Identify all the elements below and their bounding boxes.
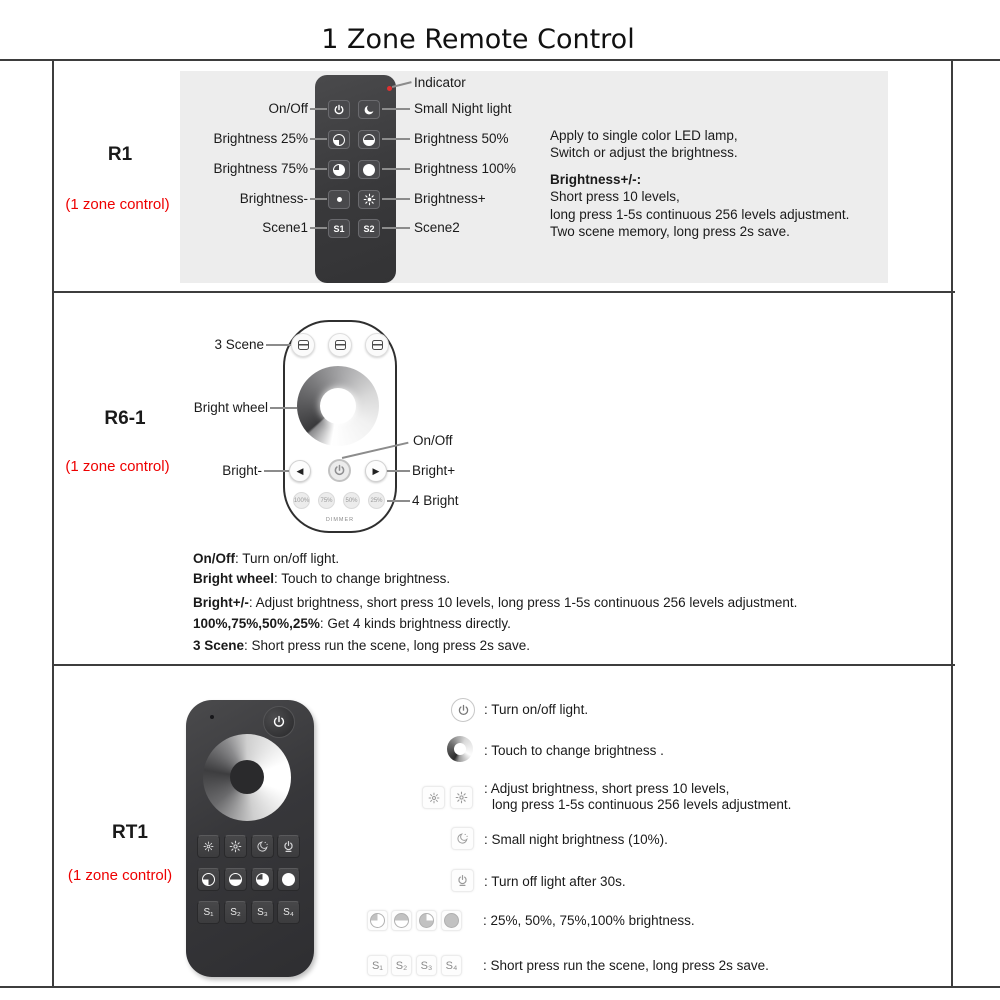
legend-wheel-icon — [447, 736, 473, 762]
callout-line — [310, 227, 327, 229]
callout-brightness-75: Brightness 75% — [213, 161, 308, 176]
legend-text: : Turn off light after 30s. — [484, 874, 626, 889]
legend-pie-100-icon — [441, 910, 462, 931]
rt1-scene1-button — [197, 901, 220, 924]
r61-25-button — [368, 492, 385, 509]
r61-note — [193, 595, 797, 610]
night-icon — [456, 832, 469, 845]
r1-scene2-button — [358, 219, 380, 238]
section-divider-2 — [52, 664, 955, 666]
note-lead: 100%,75%,50%,25% — [193, 616, 320, 631]
callout-line — [266, 344, 291, 346]
callout-brightness-100: Brightness 100% — [414, 161, 517, 176]
rt1-touch-wheel — [203, 734, 291, 821]
scene2-label: S2 — [363, 223, 375, 234]
note-text: : Touch to change brightness. — [274, 571, 451, 586]
pie-75-icon — [419, 913, 434, 928]
note-lead: Bright+/- — [193, 595, 249, 610]
callout-brightness-50: Brightness 50% — [414, 131, 509, 146]
callout-line — [310, 138, 327, 140]
legend-scene1-icon — [367, 955, 388, 976]
callout-line — [382, 227, 410, 229]
zone-label-r61: (1 zone control) — [65, 458, 170, 475]
scene-label: S₁ — [371, 959, 384, 972]
save-scene-icon — [335, 340, 346, 350]
r1-desc-line: long press 1-5s continuous 256 levels adjustment. — [550, 207, 850, 222]
note-text: : Adjust brightness, short press 10 levels, long press 1-5s continuous 256 levels adjustment. — [248, 595, 798, 610]
rt1-dim-button — [197, 835, 220, 858]
scene-label: S₁ — [203, 907, 214, 918]
wheel-center — [320, 388, 356, 424]
legend-text: : Adjust brightness, short press 10 levels, — [484, 781, 730, 796]
power-timer-icon — [456, 874, 469, 887]
r61-bright-minus-button — [289, 460, 311, 482]
r61-50-button — [343, 492, 360, 509]
callout-line — [387, 470, 410, 472]
scene-label: S₂ — [395, 959, 408, 972]
power-timer-icon — [282, 840, 295, 853]
legend-text: long press 1-5s continuous 256 levels adjustment. — [492, 797, 792, 812]
page-title: 1 Zone Remote Control — [321, 24, 635, 55]
night-icon — [256, 840, 269, 853]
section-divider-1 — [52, 291, 955, 293]
model-name-rt1: RT1 — [112, 822, 148, 843]
rt1-scene3-button — [251, 901, 274, 924]
pct-label: 25% — [370, 497, 383, 504]
pie-100-icon — [282, 873, 295, 886]
r1-desc-line: Short press 10 levels, — [550, 189, 680, 204]
pie-50-icon — [394, 913, 409, 928]
r61-note — [193, 638, 530, 653]
callout-scene1: Scene1 — [262, 220, 308, 235]
note-text: : Turn on/off light. — [235, 551, 340, 566]
callout-bright-plus: Bright+ — [412, 463, 456, 478]
pie-100-icon — [363, 164, 375, 176]
r1-brightness-50-button — [358, 130, 380, 149]
callout-line — [382, 138, 410, 140]
pie-75-icon — [256, 873, 269, 886]
pie-50-icon — [363, 134, 375, 146]
r1-desc-heading: Brightness+/-: — [550, 172, 642, 187]
callout-onoff-r61: On/Off — [413, 433, 453, 448]
legend-text: : Turn on/off light. — [484, 702, 589, 717]
pct-label: 100% — [293, 497, 310, 504]
r61-75-button — [318, 492, 335, 509]
callout-line — [264, 470, 289, 472]
scene-label: S₄ — [283, 907, 294, 918]
callout-line — [387, 500, 410, 502]
r1-night-light-button — [358, 100, 380, 119]
callout-line — [310, 108, 327, 110]
pie-25-icon — [202, 873, 215, 886]
pie-25-icon — [333, 134, 345, 146]
r1-brightness-100-button — [358, 160, 380, 179]
r61-note — [193, 616, 511, 631]
r1-brightness-75-button — [328, 160, 350, 179]
power-icon — [333, 104, 345, 116]
save-scene-icon — [298, 340, 309, 350]
legend-sun-dim-icon — [422, 786, 445, 809]
rt1-75-button — [251, 868, 274, 891]
scene1-label: S1 — [333, 223, 345, 234]
callout-3scene: 3 Scene — [214, 337, 264, 352]
callout-line — [382, 108, 410, 110]
rt1-25-button — [197, 868, 220, 891]
power-icon — [457, 704, 470, 717]
bright-wheel — [297, 366, 379, 446]
legend-pie-50-icon — [391, 910, 412, 931]
r1-desc-line: Two scene memory, long press 2s save. — [550, 224, 790, 239]
sun-icon — [363, 193, 376, 206]
r1-brightness-minus-button — [328, 190, 350, 209]
wheel-center — [454, 743, 466, 755]
callout-brightness-minus: Brightness- — [239, 191, 308, 206]
pie-75-icon — [333, 164, 345, 176]
sun-dim-icon — [203, 841, 214, 852]
note-lead: Bright wheel — [193, 571, 275, 586]
r1-desc-line: Apply to single color LED lamp, — [550, 128, 738, 143]
callout-bright-wheel: Bright wheel — [193, 400, 268, 415]
sun-bright-icon — [229, 840, 242, 853]
note-text: : Short press run the scene, long press 2s save. — [244, 638, 530, 653]
r61-onoff-button — [328, 459, 351, 482]
callout-line — [310, 168, 327, 170]
callout-scene2: Scene2 — [414, 220, 460, 235]
legend-text: : Short press run the scene, long press 2s save. — [483, 958, 769, 973]
callout-onoff: On/Off — [268, 101, 308, 116]
legend-scene3-icon — [416, 955, 437, 976]
save-scene-icon — [372, 340, 383, 350]
scene-label: S₂ — [230, 907, 241, 918]
scene-label: S₄ — [445, 959, 458, 972]
r61-scene1-button — [291, 333, 315, 357]
legend-off-timer-icon — [451, 869, 474, 892]
r61-note — [193, 551, 339, 566]
zone-label-r1: (1 zone control) — [65, 196, 170, 213]
moon-icon — [363, 104, 375, 116]
legend-text: : 25%, 50%, 75%,100% brightness. — [483, 913, 695, 928]
r61-bright-plus-button — [365, 460, 387, 482]
rt1-off-timer-button — [277, 835, 300, 858]
rt1-scene4-button — [277, 901, 300, 924]
sun-icon — [455, 791, 468, 804]
rt1-night-button — [251, 835, 274, 858]
legend-text: : Small night brightness (10%). — [484, 832, 668, 847]
pie-50-icon — [229, 873, 242, 886]
arrow-right-icon: ▶ — [372, 465, 380, 476]
r61-100-button — [293, 492, 310, 509]
r1-onoff-button — [328, 100, 350, 119]
pct-label: 75% — [320, 497, 333, 504]
wheel-center — [230, 760, 264, 794]
note-text: : Get 4 kinds brightness directly. — [319, 616, 511, 631]
r1-desc-line: Switch or adjust the brightness. — [550, 145, 738, 160]
model-name-r1: R1 — [107, 144, 133, 165]
callout-line — [270, 407, 297, 409]
r1-brightness-25-button — [328, 130, 350, 149]
model-name-r61: R6-1 — [104, 408, 146, 429]
rt1-scene2-button — [224, 901, 247, 924]
dim-dot-icon — [337, 197, 342, 202]
brand-label: DIMMER — [325, 517, 355, 523]
r61-scene2-button — [328, 333, 352, 357]
r1-brightness-plus-button — [358, 190, 380, 209]
zone-label-rt1: (1 zone control) — [67, 867, 173, 884]
power-icon — [272, 715, 286, 729]
rt1-100-button — [277, 868, 300, 891]
callout-line — [310, 198, 327, 200]
pct-label: 50% — [345, 497, 358, 504]
rt1-bright-button — [224, 835, 247, 858]
legend-pie-75-icon — [416, 910, 437, 931]
pie-25-icon — [370, 913, 385, 928]
rt1-indicator-dot — [210, 715, 214, 719]
rt1-power-button — [263, 706, 295, 738]
legend-scene4-icon — [441, 955, 462, 976]
callout-4bright: 4 Bright — [412, 493, 459, 508]
scene-label: S₃ — [420, 959, 433, 972]
legend-power-icon — [451, 698, 475, 722]
legend-text: : Touch to change brightness . — [484, 743, 664, 758]
arrow-left-icon: ◀ — [296, 465, 304, 476]
callout-line — [382, 198, 410, 200]
pie-100-icon — [444, 913, 459, 928]
r61-scene3-button — [365, 333, 389, 357]
note-lead: On/Off — [193, 551, 235, 566]
legend-sun-bright-icon — [450, 786, 473, 809]
legend-scene2-icon — [391, 955, 412, 976]
callout-bright-minus: Bright- — [222, 463, 262, 478]
r1-scene1-button — [328, 219, 350, 238]
r61-note — [193, 571, 450, 586]
rt1-50-button — [224, 868, 247, 891]
power-icon — [333, 464, 346, 477]
callout-brightness-plus: Brightness+ — [414, 191, 486, 206]
legend-pie-25-icon — [367, 910, 388, 931]
callout-indicator: Indicator — [414, 75, 466, 90]
callout-brightness-25: Brightness 25% — [213, 131, 308, 146]
callout-night-light: Small Night light — [414, 101, 512, 116]
callout-line — [382, 168, 410, 170]
scene-label: S₃ — [257, 907, 268, 918]
legend-night-icon — [451, 827, 474, 850]
note-lead: 3 Scene — [193, 638, 245, 653]
sun-icon — [428, 792, 440, 804]
